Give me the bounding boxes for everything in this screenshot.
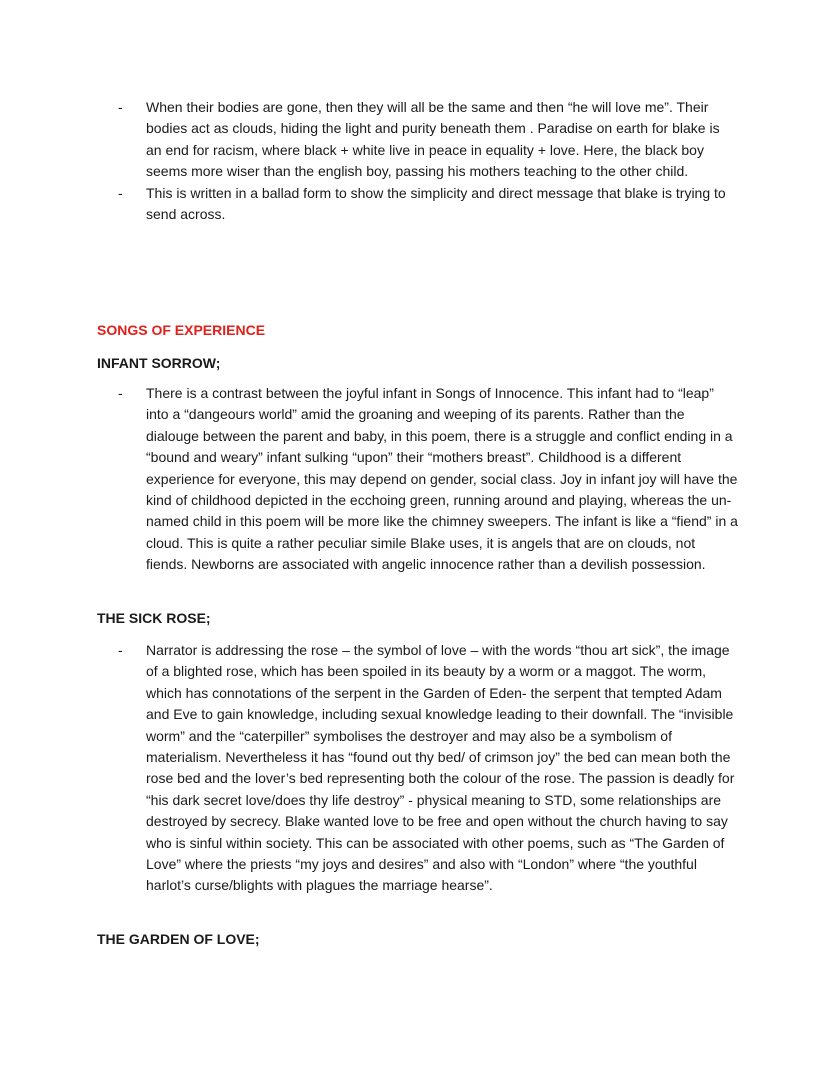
sick-rose-section [0, 640, 828, 897]
bullet-text: There is a contrast between the joyful infant in Songs of Innocence. This infant had to “leap” into a “dangeours world” amid the groaning and weeping of its parents. Rather than the dialouge between the parent and baby, in this poem, there is a struggle and conflict ending in a “bound and weary” infant sulking “upon” their “mothers breast”. Childhood is a different experience for everyone, this may depend on gender, social class. Joy in infant joy will have the kind of childhood depicted in the ecchoing green, running around and playing, whereas the un-named child in this poem will be more like the chimney sweepers. The infant is like a “fiend” in a cloud. This is quite a rather peculiar simile Blake uses, it is angels that are on clouds, not fiends. Newborns are associated with angelic innocence rather than a devilish possession. [146, 385, 738, 573]
infant-sorrow-section [0, 383, 828, 576]
bullet-marker: - [118, 184, 123, 201]
section-title: SONGS OF EXPERIENCE [97, 322, 266, 338]
bullet-text: Narrator is addressing the rose – the symbol of love – with the words “thou art sick”, the image of a blighted rose, which has been spoiled in its beauty by a worm or a maggot. The worm, which has connotations of the serpent in the Garden of Eden- the serpent that tempted Adam and Eve to gain knowledge, including sexual knowledge leading to their downfall. The “invisible worm” and the “caterpiller” symbolises the destroyer and may also be a symbolism of materialism. Nevertheless it has “found out thy bed/ of crimson joy” the bed can mean both the rose bed and the lover’s bed representing both the colour of the rose. The passion is deadly for “his dark secret love/does thy life destroy” - physical meaning to STD, some relationships are destroyed by secrecy. Blake wanted love to be free and open without the church having to say who is sinful within society. This can be associated with other poems, such as “The Garden of Love” where the priests “my joys and desires” and also with “London” where “the youthful harlot’s curse/blights with plagues the marriage hearse”. [146, 642, 735, 894]
list-item [0, 640, 828, 897]
infant-sorrow-heading: INFANT SORROW; [97, 355, 221, 371]
list-item [0, 183, 828, 226]
bullet-marker: - [118, 99, 123, 115]
infant-sorrow-bullet-list [0, 383, 828, 576]
intro-bullets-section [0, 97, 828, 225]
bullet-marker: - [118, 385, 123, 401]
bullet-marker: - [118, 642, 123, 658]
sick-rose-heading: THE SICK ROSE; [97, 610, 211, 626]
sick-rose-bullet-list [0, 640, 828, 897]
intro-bullet-list [0, 97, 828, 225]
bullet-text: This is written in a ballad form to show the simplicity and direct message that blake is trying to send across. [146, 184, 726, 223]
garden-of-love-heading: THE GARDEN OF LOVE; [97, 931, 260, 947]
list-item [0, 383, 828, 576]
bullet-text: When their bodies are gone, then they will all be the same and then “he will love me”. Their bodies act as clouds, hiding the light and purity beneath them . Paradise on earth for blake is an end for racism, where black + white live in peace in equality + love. Here, the black boy seems more wiser than the english boy, passing his mothers teaching to the other child. [146, 99, 720, 180]
list-item [0, 97, 828, 183]
